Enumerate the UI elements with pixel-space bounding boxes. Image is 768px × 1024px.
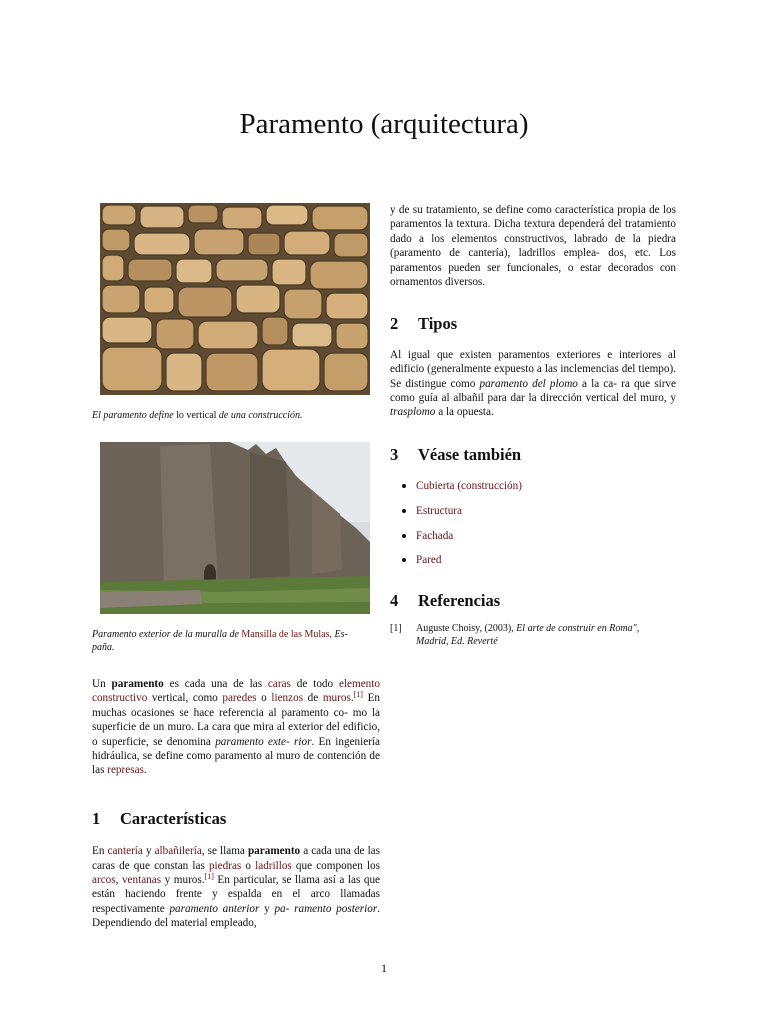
caracteristicas-continued: y de su tratamiento, se define como característica propia de los paramentos la textura. Dicha textura dependerá del tratamiento dado a los elementos constructivos, labrado de la piedra (paramento de cantería), ladrillos emplea- dos, etc. Los paramentos pueden ser funcionales, o estar decorados con ornamentos diversos. xyxy=(390,204,676,289)
list-item xyxy=(390,529,676,543)
list-item xyxy=(390,553,676,567)
section-heading-caracteristicas: 1 Características xyxy=(92,808,227,828)
list-item xyxy=(390,504,676,518)
page-title: Paramento (arquitectura) xyxy=(239,108,529,140)
link-fachada[interactable]: Fachada xyxy=(416,529,454,542)
tipos-paragraph: Al igual que existen paramentos exteriores e interiores al edificio (generalmente expuesto a las inclemencias del tiempo). Se distingue como paramento del plomo a la ca- ra que sirve como guía al albañil para dar la dirección vertical del muro, y trasplomo a la opuesta. xyxy=(390,348,676,419)
reference-link[interactable]: [1] xyxy=(353,690,363,700)
right-column xyxy=(390,203,676,648)
link-cubierta[interactable]: Cubierta (construcción) xyxy=(416,480,522,493)
link-muros[interactable]: muros xyxy=(322,692,351,705)
intro-paragraph: Un paramento es cada una de las caras de todo elemento constructivo vertical, como paredes o lienzos de muros.[1] En muchas ocasiones se hace referencia al paramento co- mo la superficie de un muro. La cara que mira al exterior del edificio, o superficie, se denomina paramento exte- rior. En ingeniería hidráulica, se define como paramento al muro de contención de las represas. xyxy=(92,678,381,777)
city-wall-image xyxy=(100,442,370,614)
link-estructura[interactable]: Estructura xyxy=(416,504,462,517)
figure-caption-1: El paramento define lo vertical de una construcción. xyxy=(92,410,303,421)
link-lienzos[interactable]: lienzos xyxy=(271,692,304,705)
stone-wall-image xyxy=(100,203,370,395)
left-column xyxy=(92,203,380,931)
see-also-list xyxy=(390,479,676,568)
link-albanileria[interactable]: albañilería xyxy=(154,845,202,858)
link-paredes[interactable]: paredes xyxy=(222,692,257,705)
link-arcos[interactable]: arcos xyxy=(92,874,116,887)
figure-caption-2: Paramento exterior de la muralla de Mansilla de las Mulas, Es- paña. xyxy=(92,629,348,653)
list-item xyxy=(390,479,676,493)
link-ventanas[interactable]: ventanas xyxy=(121,874,162,887)
caracteristicas-paragraph: En cantería y albañilería, se llama paramento a cada una de las caras de que constan las piedras o ladrillos que componen los arcos, ventanas y muros.[1] En particular, se llama así a las que están haciendo frente y espalda en el arco llamadas respectivamente paramento anterior y pa- ramento posterior. Dependiendo del material empleado, xyxy=(92,845,381,930)
link-pared[interactable]: Pared xyxy=(416,554,442,567)
reference-link[interactable]: [1] xyxy=(204,872,214,882)
page-number: 1 xyxy=(381,961,387,975)
link-elemento-constructivo[interactable]: elemento constructivo xyxy=(92,678,380,705)
section-heading-referencias: 4 Referencias xyxy=(390,590,501,610)
link-piedras[interactable]: piedras xyxy=(208,859,242,872)
link-ladrillos[interactable]: ladrillos xyxy=(255,859,292,872)
section-heading-tipos: 2 Tipos xyxy=(390,314,458,334)
reference-item: [1] Auguste Choisy, (2003), El arte de construir en Roma", Madrid, Ed. Reverté xyxy=(390,623,640,648)
link-mansilla[interactable]: Mansilla de las Mulas xyxy=(241,629,330,640)
link-caras[interactable]: caras xyxy=(267,678,291,690)
section-heading-vease-tambien: 3 Véase también xyxy=(390,444,522,464)
link-canteria[interactable]: cantería xyxy=(107,845,143,858)
link-represas[interactable]: represas xyxy=(107,764,144,777)
